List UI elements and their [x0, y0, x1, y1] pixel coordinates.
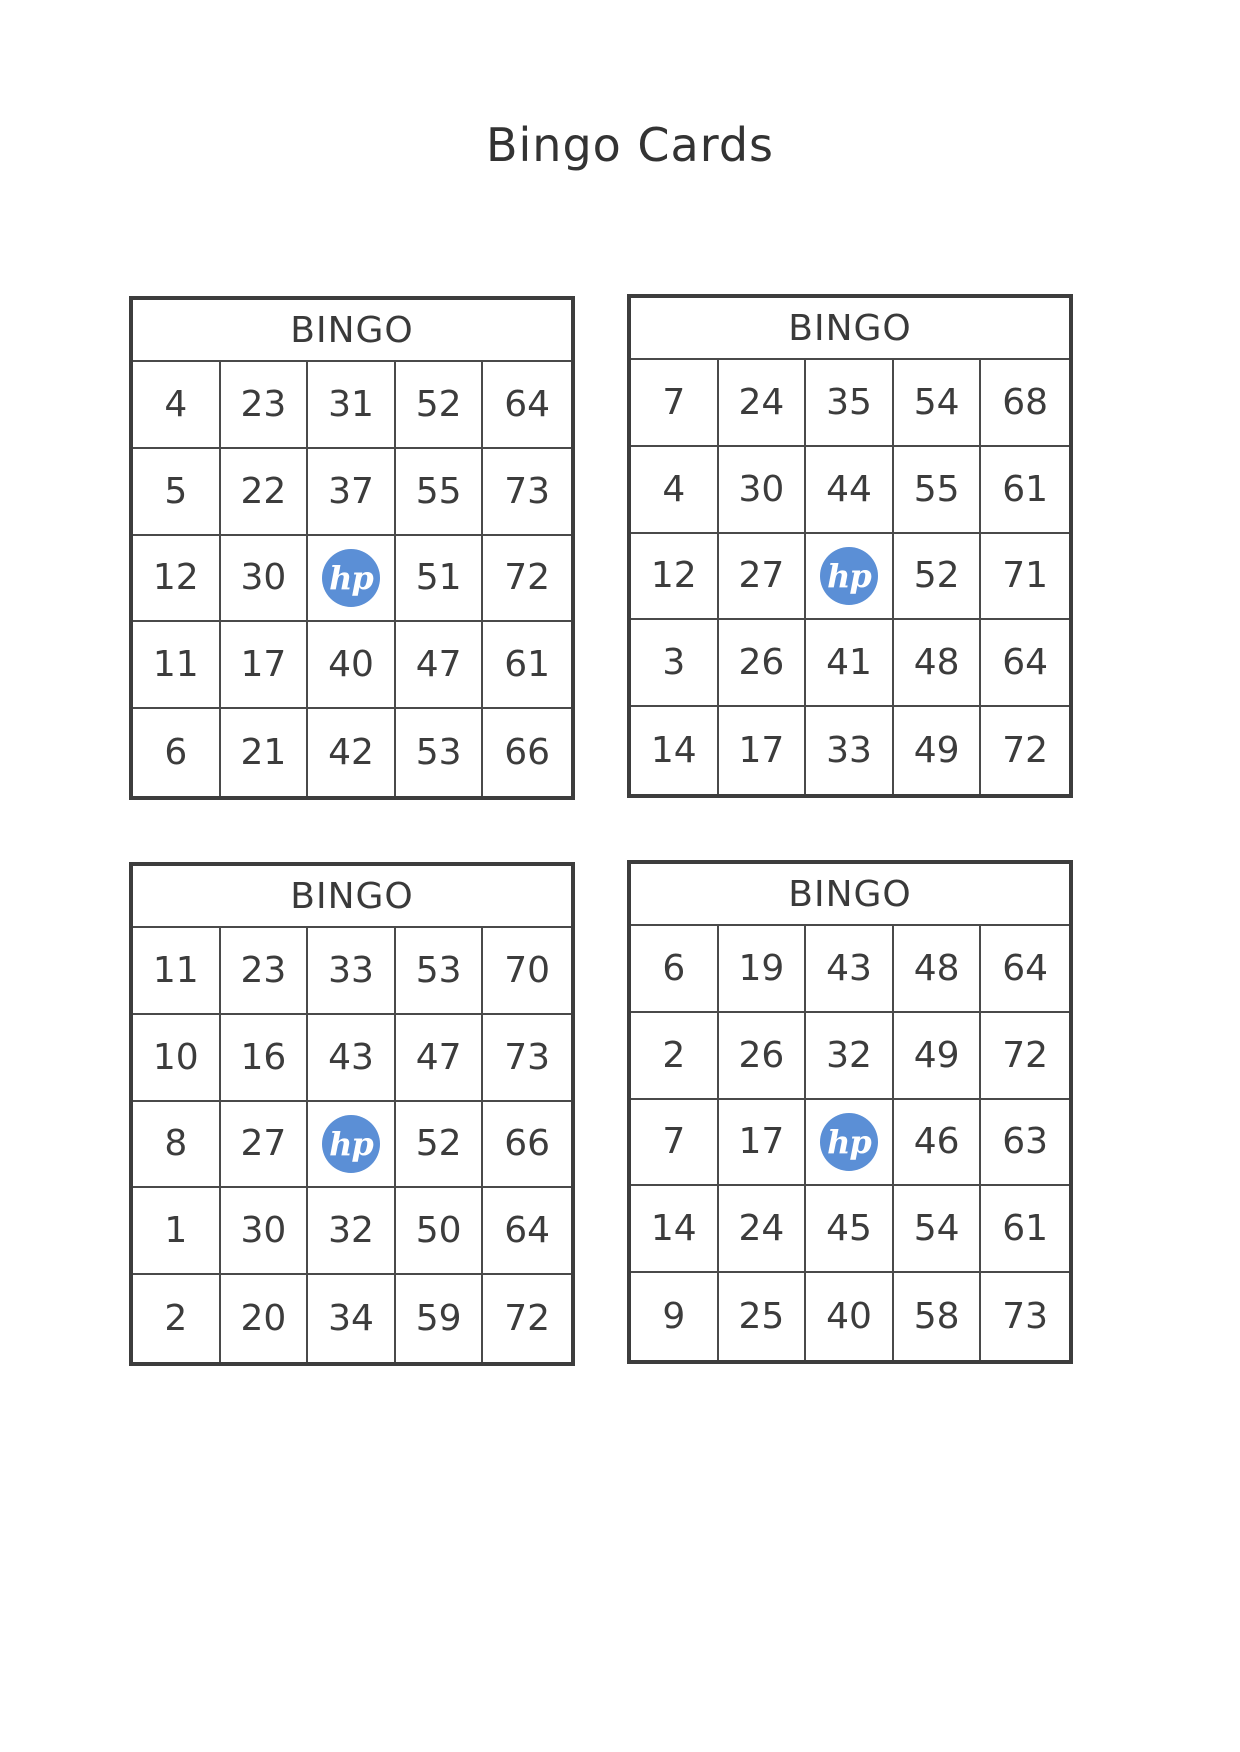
- number-cell: 23: [221, 362, 309, 449]
- number-cell: 8: [133, 1102, 221, 1189]
- number-cell: 71: [981, 534, 1069, 621]
- number-cell: 64: [981, 926, 1069, 1013]
- card-header: BINGO: [133, 866, 571, 928]
- number-cell: 24: [719, 360, 807, 447]
- number-cell: 4: [631, 447, 719, 534]
- hp-logo-icon: hp: [322, 549, 380, 607]
- number-cell: 40: [308, 622, 396, 709]
- number-cell: 45: [806, 1186, 894, 1273]
- number-cell: 54: [894, 1186, 982, 1273]
- number-cell: 17: [221, 622, 309, 709]
- number-cell: 10: [133, 1015, 221, 1102]
- number-cell: 2: [631, 1013, 719, 1100]
- number-cell: 72: [981, 1013, 1069, 1100]
- number-cell: 3: [631, 620, 719, 707]
- number-cell: 32: [308, 1188, 396, 1275]
- hp-logo-icon: hp: [322, 1115, 380, 1173]
- number-cell: 66: [483, 1102, 571, 1189]
- number-cell: 61: [981, 447, 1069, 534]
- number-cell: 25: [719, 1273, 807, 1360]
- page-title: Bingo Cards: [485, 118, 775, 172]
- number-cell: 34: [308, 1275, 396, 1362]
- free-space-cell: [308, 1102, 396, 1189]
- number-cell: 2: [133, 1275, 221, 1362]
- free-space-cell: [806, 1100, 894, 1187]
- number-cell: 53: [396, 709, 484, 796]
- number-cell: 66: [504, 732, 551, 774]
- bingo-card: [129, 296, 575, 800]
- number-cell: 32: [806, 1013, 894, 1100]
- card-header: BINGO: [631, 298, 1069, 360]
- number-cell: 14: [631, 707, 719, 794]
- number-cell: 22: [221, 449, 309, 536]
- number-cell: 61: [981, 1186, 1069, 1273]
- number-cell: 33: [308, 928, 396, 1015]
- number-cell: 73: [1002, 1296, 1049, 1338]
- number-cell: 27: [719, 534, 807, 621]
- number-cell: 52: [396, 362, 484, 449]
- bingo-card: [129, 862, 575, 1366]
- number-cell: 6: [133, 709, 221, 796]
- number-cell: 64: [483, 1188, 571, 1275]
- number-cell: 16: [221, 1015, 309, 1102]
- number-cell: 73: [483, 449, 571, 536]
- number-cell: 47: [396, 622, 484, 709]
- number-cell: 51: [396, 536, 484, 623]
- number-cell: 64: [981, 620, 1069, 707]
- number-cell: 68: [981, 360, 1069, 447]
- hp-logo-icon: hp: [820, 1113, 878, 1171]
- number-cell: 72: [483, 536, 571, 623]
- number-cell: 43: [806, 926, 894, 1013]
- number-cell: 7: [631, 360, 719, 447]
- number-cell: 30: [719, 447, 807, 534]
- number-cell: 72: [504, 1298, 551, 1340]
- number-cell: 49: [894, 1013, 982, 1100]
- number-cell: 48: [894, 620, 982, 707]
- number-cell: 53: [396, 928, 484, 1015]
- number-cell: 52: [894, 534, 982, 621]
- free-space-cell: [308, 536, 396, 623]
- number-cell: 17: [719, 1100, 807, 1187]
- number-cell: 48: [894, 926, 982, 1013]
- number-cell: 30: [221, 1188, 309, 1275]
- bingo-card: [627, 860, 1073, 1364]
- number-cell: 19: [719, 926, 807, 1013]
- number-cell: 11: [133, 928, 221, 1015]
- card-grid: [133, 362, 571, 796]
- number-cell: 24: [719, 1186, 807, 1273]
- number-cell: 31: [308, 362, 396, 449]
- number-cell: 72: [1002, 730, 1049, 772]
- card-header: BINGO: [631, 864, 1069, 926]
- number-cell: 41: [806, 620, 894, 707]
- number-cell: 1: [133, 1188, 221, 1275]
- number-cell: 40: [806, 1273, 894, 1360]
- number-cell: 12: [133, 536, 221, 623]
- number-cell: 33: [806, 707, 894, 794]
- number-cell: 55: [396, 449, 484, 536]
- card-header: BINGO: [133, 300, 571, 362]
- number-cell: 27: [221, 1102, 309, 1189]
- number-cell: 35: [806, 360, 894, 447]
- number-cell: 58: [894, 1273, 982, 1360]
- number-cell: 50: [396, 1188, 484, 1275]
- free-space-cell: [806, 534, 894, 621]
- card-grid: [631, 360, 1069, 794]
- number-cell: 21: [221, 709, 309, 796]
- number-cell: 26: [719, 620, 807, 707]
- number-cell: 23: [221, 928, 309, 1015]
- number-cell: 5: [133, 449, 221, 536]
- number-cell: 9: [631, 1273, 719, 1360]
- number-cell: 11: [133, 622, 221, 709]
- number-cell: 37: [308, 449, 396, 536]
- number-cell: 6: [631, 926, 719, 1013]
- number-cell: 61: [483, 622, 571, 709]
- number-cell: 42: [308, 709, 396, 796]
- number-cell: 12: [631, 534, 719, 621]
- number-cell: 73: [483, 1015, 571, 1102]
- number-cell: 55: [894, 447, 982, 534]
- number-cell: 63: [981, 1100, 1069, 1187]
- number-cell: 26: [719, 1013, 807, 1100]
- number-cell: 46: [894, 1100, 982, 1187]
- card-grid: [631, 926, 1069, 1360]
- number-cell: 43: [308, 1015, 396, 1102]
- number-cell: 52: [396, 1102, 484, 1189]
- number-cell: 54: [894, 360, 982, 447]
- number-cell: 17: [719, 707, 807, 794]
- hp-logo-icon: hp: [820, 547, 878, 605]
- number-cell: 59: [396, 1275, 484, 1362]
- number-cell: 49: [894, 707, 982, 794]
- number-cell: 70: [483, 928, 571, 1015]
- bingo-card: [627, 294, 1073, 798]
- number-cell: 47: [396, 1015, 484, 1102]
- number-cell: 44: [806, 447, 894, 534]
- number-cell: 4: [133, 362, 221, 449]
- number-cell: 30: [221, 536, 309, 623]
- card-grid: [133, 928, 571, 1362]
- number-cell: 14: [631, 1186, 719, 1273]
- number-cell: 7: [631, 1100, 719, 1187]
- number-cell: 20: [221, 1275, 309, 1362]
- number-cell: 64: [483, 362, 571, 449]
